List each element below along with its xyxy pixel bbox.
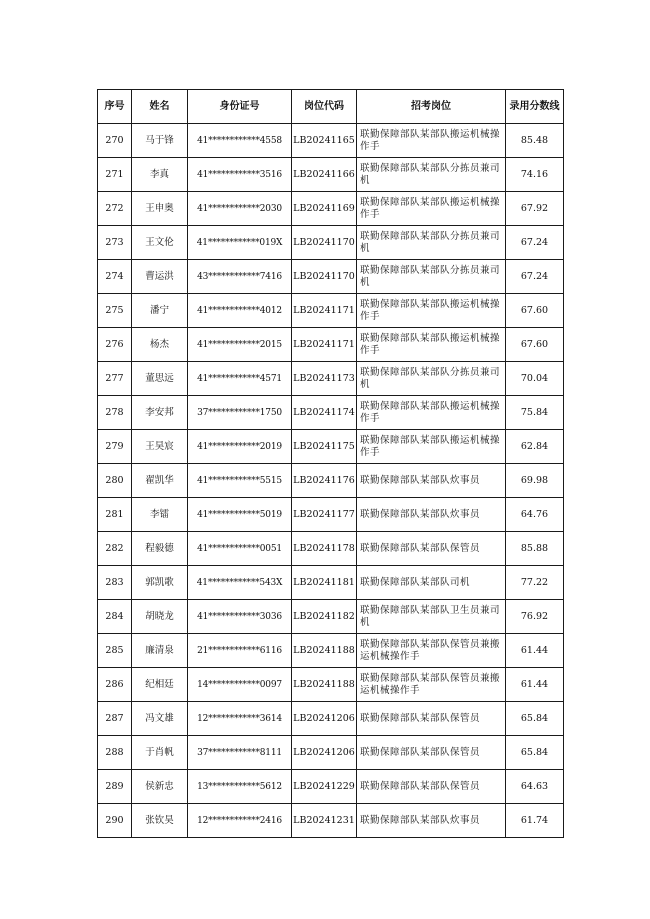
table-row xyxy=(98,600,564,634)
name-cell: 冯文雄 xyxy=(132,702,188,736)
post-cell: 联勤保障部队某部队保管员兼搬运机械操作手 xyxy=(357,668,506,702)
serial-cell: 276 xyxy=(98,328,132,362)
id-number-cell: 13************5612 xyxy=(188,770,292,804)
post-code-cell: LB20241229 xyxy=(292,770,357,804)
score-cell: 77.22 xyxy=(506,566,564,600)
serial-cell: 271 xyxy=(98,158,132,192)
serial-cell: 270 xyxy=(98,124,132,158)
id-number-cell: 37************8111 xyxy=(188,736,292,770)
id-number-cell: 12************2416 xyxy=(188,804,292,838)
table-row xyxy=(98,192,564,226)
post-cell: 联勤保障部队某部队搬运机械操作手 xyxy=(357,192,506,226)
post-code-cell: LB20241181 xyxy=(292,566,357,600)
post-cell: 联勤保障部队某部队分拣员兼司机 xyxy=(357,158,506,192)
admission-table xyxy=(97,89,564,838)
serial-cell: 287 xyxy=(98,702,132,736)
header-post: 招考岗位 xyxy=(357,90,506,124)
serial-cell: 273 xyxy=(98,226,132,260)
score-cell: 85.88 xyxy=(506,532,564,566)
post-code-cell: LB20241170 xyxy=(292,226,357,260)
name-cell: 王昊宸 xyxy=(132,430,188,464)
serial-cell: 284 xyxy=(98,600,132,634)
post-cell: 联勤保障部队某部队保管员 xyxy=(357,736,506,770)
name-cell: 胡晓龙 xyxy=(132,600,188,634)
score-cell: 67.92 xyxy=(506,192,564,226)
table-row xyxy=(98,702,564,736)
score-cell: 65.84 xyxy=(506,736,564,770)
table-row xyxy=(98,328,564,362)
name-cell: 王文伦 xyxy=(132,226,188,260)
post-cell: 联勤保障部队某部队分拣员兼司机 xyxy=(357,226,506,260)
id-number-cell: 37************1750 xyxy=(188,396,292,430)
name-cell: 潘宁 xyxy=(132,294,188,328)
serial-cell: 277 xyxy=(98,362,132,396)
header-score: 录用分数线 xyxy=(506,90,564,124)
name-cell: 廉清泉 xyxy=(132,634,188,668)
score-cell: 75.84 xyxy=(506,396,564,430)
serial-cell: 289 xyxy=(98,770,132,804)
name-cell: 翟凯华 xyxy=(132,464,188,498)
serial-cell: 290 xyxy=(98,804,132,838)
table-row xyxy=(98,498,564,532)
score-cell: 61.44 xyxy=(506,668,564,702)
name-cell: 李安邦 xyxy=(132,396,188,430)
post-code-cell: LB20241175 xyxy=(292,430,357,464)
header-post-code: 岗位代码 xyxy=(292,90,357,124)
post-cell: 联勤保障部队某部队分拣员兼司机 xyxy=(357,260,506,294)
score-cell: 85.48 xyxy=(506,124,564,158)
serial-cell: 278 xyxy=(98,396,132,430)
table-row xyxy=(98,124,564,158)
post-code-cell: LB20241188 xyxy=(292,634,357,668)
post-code-cell: LB20241171 xyxy=(292,328,357,362)
post-code-cell: LB20241182 xyxy=(292,600,357,634)
serial-cell: 281 xyxy=(98,498,132,532)
table-row xyxy=(98,430,564,464)
table-row xyxy=(98,668,564,702)
post-code-cell: LB20241170 xyxy=(292,260,357,294)
id-number-cell: 41************5515 xyxy=(188,464,292,498)
serial-cell: 283 xyxy=(98,566,132,600)
table-row xyxy=(98,532,564,566)
table-row xyxy=(98,158,564,192)
post-code-cell: LB20241188 xyxy=(292,668,357,702)
serial-cell: 285 xyxy=(98,634,132,668)
name-cell: 张钦昊 xyxy=(132,804,188,838)
post-cell: 联勤保障部队某部队保管员 xyxy=(357,532,506,566)
score-cell: 65.84 xyxy=(506,702,564,736)
post-code-cell: LB20241231 xyxy=(292,804,357,838)
id-number-cell: 41************543X xyxy=(188,566,292,600)
table-row xyxy=(98,736,564,770)
id-number-cell: 41************3516 xyxy=(188,158,292,192)
serial-cell: 272 xyxy=(98,192,132,226)
id-number-cell: 41************2019 xyxy=(188,430,292,464)
post-code-cell: LB20241174 xyxy=(292,396,357,430)
name-cell: 曹运洪 xyxy=(132,260,188,294)
post-code-cell: LB20241178 xyxy=(292,532,357,566)
id-number-cell: 41************3036 xyxy=(188,600,292,634)
name-cell: 董思远 xyxy=(132,362,188,396)
name-cell: 王申奥 xyxy=(132,192,188,226)
serial-cell: 274 xyxy=(98,260,132,294)
table-row xyxy=(98,294,564,328)
score-cell: 70.04 xyxy=(506,362,564,396)
score-cell: 62.84 xyxy=(506,430,564,464)
table-row xyxy=(98,464,564,498)
id-number-cell: 41************4558 xyxy=(188,124,292,158)
post-code-cell: LB20241206 xyxy=(292,702,357,736)
post-cell: 联勤保障部队某部队保管员 xyxy=(357,770,506,804)
post-code-cell: LB20241166 xyxy=(292,158,357,192)
id-number-cell: 21************6116 xyxy=(188,634,292,668)
post-cell: 联勤保障部队某部队搬运机械操作手 xyxy=(357,430,506,464)
score-cell: 67.60 xyxy=(506,328,564,362)
name-cell: 马于锋 xyxy=(132,124,188,158)
post-code-cell: LB20241177 xyxy=(292,498,357,532)
id-number-cell: 41************5019 xyxy=(188,498,292,532)
post-code-cell: LB20241169 xyxy=(292,192,357,226)
score-cell: 61.44 xyxy=(506,634,564,668)
id-number-cell: 41************4571 xyxy=(188,362,292,396)
id-number-cell: 41************2030 xyxy=(188,192,292,226)
post-cell: 联勤保障部队某部队炊事员 xyxy=(357,464,506,498)
post-cell: 联勤保障部队某部队搬运机械操作手 xyxy=(357,294,506,328)
serial-cell: 279 xyxy=(98,430,132,464)
post-code-cell: LB20241165 xyxy=(292,124,357,158)
id-number-cell: 41************0051 xyxy=(188,532,292,566)
header-serial: 序号 xyxy=(98,90,132,124)
header-name: 姓名 xyxy=(132,90,188,124)
header-id-number: 身份证号 xyxy=(188,90,292,124)
post-cell: 联勤保障部队某部队搬运机械操作手 xyxy=(357,396,506,430)
name-cell: 郭凯歌 xyxy=(132,566,188,600)
post-cell: 联勤保障部队某部队分拣员兼司机 xyxy=(357,362,506,396)
table-row xyxy=(98,396,564,430)
post-cell: 联勤保障部队某部队卫生员兼司机 xyxy=(357,600,506,634)
score-cell: 67.24 xyxy=(506,226,564,260)
name-cell: 侯新忠 xyxy=(132,770,188,804)
post-code-cell: LB20241206 xyxy=(292,736,357,770)
id-number-cell: 43************7416 xyxy=(188,260,292,294)
score-cell: 67.60 xyxy=(506,294,564,328)
header-row xyxy=(98,90,564,124)
serial-cell: 275 xyxy=(98,294,132,328)
table-row xyxy=(98,634,564,668)
post-code-cell: LB20241173 xyxy=(292,362,357,396)
post-cell: 联勤保障部队某部队保管员兼搬运机械操作手 xyxy=(357,634,506,668)
id-number-cell: 41************4012 xyxy=(188,294,292,328)
name-cell: 程毅德 xyxy=(132,532,188,566)
post-cell: 联勤保障部队某部队炊事员 xyxy=(357,498,506,532)
table-row xyxy=(98,566,564,600)
name-cell: 纪相廷 xyxy=(132,668,188,702)
post-cell: 联勤保障部队某部队保管员 xyxy=(357,702,506,736)
score-cell: 76.92 xyxy=(506,600,564,634)
name-cell: 李镭 xyxy=(132,498,188,532)
post-cell: 联勤保障部队某部队司机 xyxy=(357,566,506,600)
post-cell: 联勤保障部队某部队搬运机械操作手 xyxy=(357,124,506,158)
serial-cell: 286 xyxy=(98,668,132,702)
serial-cell: 280 xyxy=(98,464,132,498)
post-code-cell: LB20241176 xyxy=(292,464,357,498)
id-number-cell: 12************3614 xyxy=(188,702,292,736)
score-cell: 64.76 xyxy=(506,498,564,532)
name-cell: 李真 xyxy=(132,158,188,192)
table-row xyxy=(98,226,564,260)
id-number-cell: 41************2015 xyxy=(188,328,292,362)
post-cell: 联勤保障部队某部队搬运机械操作手 xyxy=(357,328,506,362)
score-cell: 67.24 xyxy=(506,260,564,294)
table-row xyxy=(98,804,564,838)
score-cell: 61.74 xyxy=(506,804,564,838)
name-cell: 于肖帆 xyxy=(132,736,188,770)
serial-cell: 288 xyxy=(98,736,132,770)
score-cell: 69.98 xyxy=(506,464,564,498)
post-code-cell: LB20241171 xyxy=(292,294,357,328)
score-cell: 64.63 xyxy=(506,770,564,804)
score-cell: 74.16 xyxy=(506,158,564,192)
table-row xyxy=(98,770,564,804)
name-cell: 杨杰 xyxy=(132,328,188,362)
table-row xyxy=(98,260,564,294)
id-number-cell: 14************0097 xyxy=(188,668,292,702)
id-number-cell: 41************019X xyxy=(188,226,292,260)
serial-cell: 282 xyxy=(98,532,132,566)
post-cell: 联勤保障部队某部队炊事员 xyxy=(357,804,506,838)
table-row xyxy=(98,362,564,396)
